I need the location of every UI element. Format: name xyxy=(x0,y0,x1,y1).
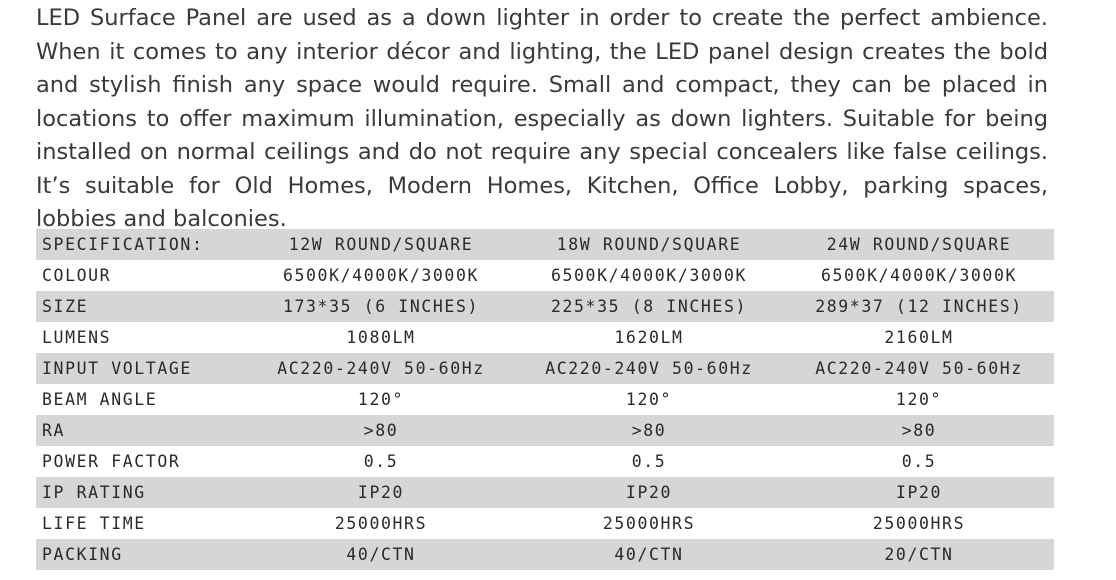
table-row xyxy=(36,477,1054,508)
table-cell: 289*37 (12 INCHES) xyxy=(815,297,1023,316)
row-label: POWER FACTOR xyxy=(42,452,181,471)
table-cell: 120° xyxy=(895,390,943,409)
table-cell: 225*35 (8 INCHES) xyxy=(550,297,748,316)
specification-table xyxy=(36,229,1054,570)
table-row xyxy=(36,539,1054,570)
table-cell: 173*35 (6 INCHES) xyxy=(282,297,480,316)
column-header-18w: 18W ROUND/SQUARE xyxy=(556,235,742,254)
table-cell: 1080LM xyxy=(346,328,416,347)
row-label: RA xyxy=(42,421,66,440)
table-cell: IP20 xyxy=(357,483,405,502)
row-label: LUMENS xyxy=(42,328,112,347)
table-row xyxy=(36,322,1054,353)
table-cell: >80 xyxy=(631,421,667,440)
table-cell: 25000HRS xyxy=(334,514,428,533)
table-cell: 40/CTN xyxy=(614,545,684,564)
table-cell: 120° xyxy=(625,390,673,409)
table-row xyxy=(36,384,1054,415)
column-header-24w: 24W ROUND/SQUARE xyxy=(826,235,1012,254)
row-label: LIFE TIME xyxy=(42,514,146,533)
intro-paragraph: LED Surface Panel are used as a down lighter in order to create the perfect ambience. When it comes to any interior décor and lighting, the LED panel design creates the bold and stylish finish any space would require. Small and compact, they can be placed in locations to offer maximum illumination, especially as down lighters. Suitable for being installed on normal ceilings and do not require any special concealers like false ceilings. It’s suitable for Old Homes, Modern Homes, Kitchen, Office Lobby, parking spaces, lobbies and balconies. xyxy=(36,5,1048,232)
table-cell: 25000HRS xyxy=(602,514,696,533)
table-cell: 120° xyxy=(357,390,405,409)
row-label: SIZE xyxy=(42,297,89,316)
column-header-12w: 12W ROUND/SQUARE xyxy=(288,235,474,254)
table-row xyxy=(36,353,1054,384)
table-cell: 6500K/4000K/3000K xyxy=(820,266,1018,285)
table-cell: AC220-240V 50-60Hz xyxy=(277,359,485,378)
table-cell: 6500K/4000K/3000K xyxy=(550,266,748,285)
table-cell: 0.5 xyxy=(363,452,399,471)
table-cell: AC220-240V 50-60Hz xyxy=(545,359,753,378)
table-cell: 20/CTN xyxy=(884,545,954,564)
row-label: COLOUR xyxy=(42,266,112,285)
table-cell: 0.5 xyxy=(631,452,667,471)
row-label: PACKING xyxy=(42,545,123,564)
row-label: BEAM ANGLE xyxy=(42,390,158,409)
table-cell: 1620LM xyxy=(614,328,684,347)
table-row xyxy=(36,446,1054,477)
table-cell: 2160LM xyxy=(884,328,954,347)
table-row xyxy=(36,260,1054,291)
table-cell: >80 xyxy=(363,421,399,440)
table-cell: 0.5 xyxy=(901,452,937,471)
table-row xyxy=(36,291,1054,322)
table-cell: IP20 xyxy=(895,483,943,502)
row-label: SPECIFICATION: xyxy=(42,235,204,254)
table-cell: 25000HRS xyxy=(872,514,966,533)
row-label: IP RATING xyxy=(42,483,146,502)
table-cell: 40/CTN xyxy=(346,545,416,564)
table-row xyxy=(36,508,1054,539)
table-cell: AC220-240V 50-60Hz xyxy=(815,359,1023,378)
table-row xyxy=(36,415,1054,446)
table-cell: 6500K/4000K/3000K xyxy=(282,266,480,285)
table-cell: >80 xyxy=(901,421,937,440)
table-cell: IP20 xyxy=(625,483,673,502)
row-label: INPUT VOLTAGE xyxy=(42,359,192,378)
table-header-row xyxy=(36,229,1054,260)
